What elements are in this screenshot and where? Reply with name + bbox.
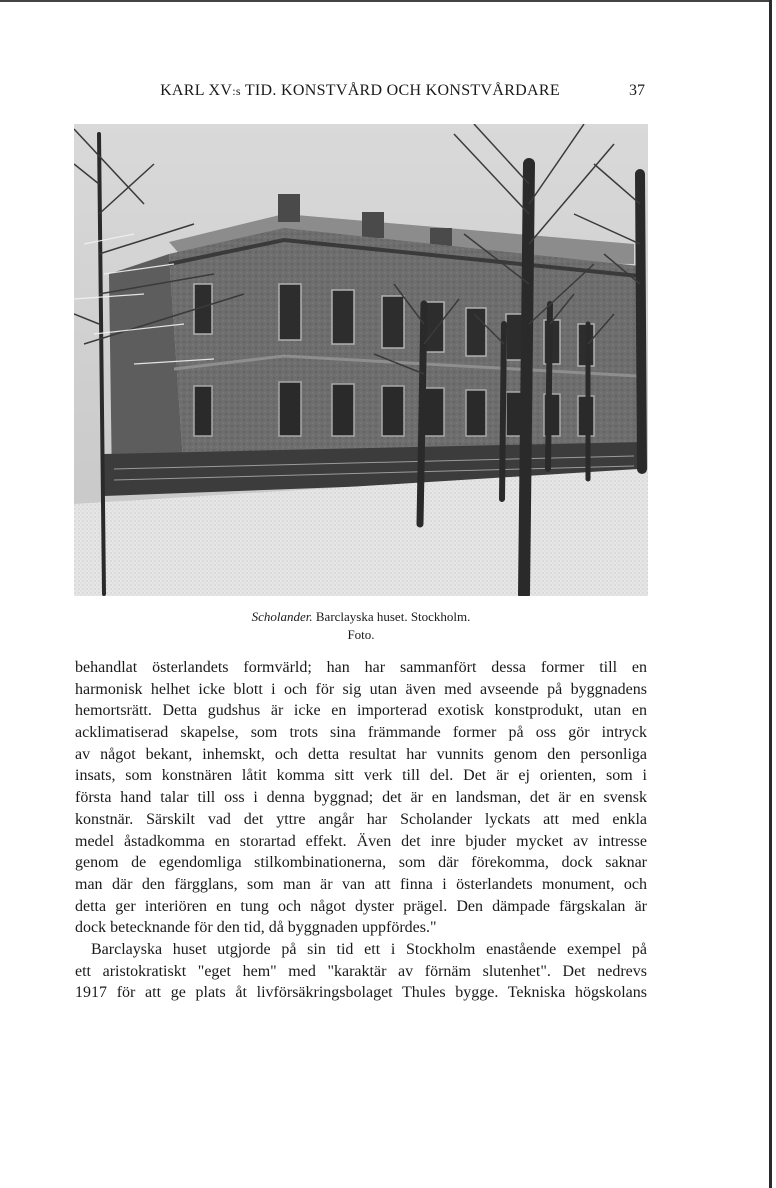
- running-title-rest: TID. KONSTVÅRD OCH KONSTVÅRDARE: [240, 82, 560, 99]
- building-photo-illustration: [74, 124, 648, 596]
- running-title-main: KARL XV: [160, 82, 233, 99]
- body-text: [75, 657, 647, 1004]
- text-line: ett aristokratiskt "eget hem" med "karaktär av förnäm slutenhet". Det nedrevs: [75, 962, 647, 980]
- text-line: Barclayska huset utgjorde på sin tid ett i Stockholm enastående exempel på: [91, 940, 647, 958]
- text-line: konstnär. Särskilt vad det yttre angår har Scholander lyckats att med enkla: [75, 810, 647, 828]
- text-line: detta ger interiören en tung och något dyster prägel. Den dämpade färgskalan är: [75, 897, 647, 915]
- text-line: man där den färgglans, som man är van att finna i österlandets monument, och: [75, 875, 647, 893]
- caption-author: Scholander.: [251, 609, 313, 624]
- building-photo: [74, 124, 648, 596]
- caption-line-1: [74, 608, 648, 626]
- text-line: hemortsrätt. Detta gudshus är icke en importerad exotisk konstprodukt, utan en: [75, 702, 647, 720]
- text-line: genom de egendomliga stilkombinationerna, som där förekomma, dock saknar: [75, 854, 647, 872]
- text-line: behandlat österlandets formvärld; han har sammanfört dessa former till en: [75, 659, 647, 676]
- page-right-edge: [769, 0, 772, 1188]
- page-number: 37: [629, 82, 645, 99]
- text-line: dock betecknande för den tid, då byggnaden uppfördes.": [75, 919, 437, 937]
- caption-credit: Foto.: [347, 627, 375, 642]
- photo-caption: [74, 608, 648, 644]
- text-line: medel åstadkomma en storartad effekt. Även det inre bjuder mycket av intresse: [75, 832, 647, 850]
- page-header: [75, 82, 645, 106]
- text-line: acklimatiserad skapelse, som trots sina främmande former på oss gör intryck: [75, 724, 647, 742]
- text-line: harmonisk helhet icke blott i och för sig utan även med avseende på byggnadens: [75, 680, 647, 698]
- running-title: [75, 82, 645, 100]
- caption-title: Barclayska huset. Stockholm.: [312, 609, 471, 624]
- running-title-suffix: :s: [232, 84, 241, 98]
- page-top-edge: [0, 0, 772, 2]
- text-line: första hand talar till oss i denna byggnad; det är en landsman, det är en svensk: [75, 789, 647, 807]
- text-line: 1917 för att ge plats åt livförsäkringsbolaget Thules bygge. Tekniska högskolans: [75, 984, 647, 1002]
- text-line: insats, som konstnären låtit komma sitt verk till del. Det är ej orienten, som i: [75, 767, 647, 785]
- text-line: av något bekant, inhemskt, och detta resultat har vunnits genom den personliga: [75, 745, 647, 763]
